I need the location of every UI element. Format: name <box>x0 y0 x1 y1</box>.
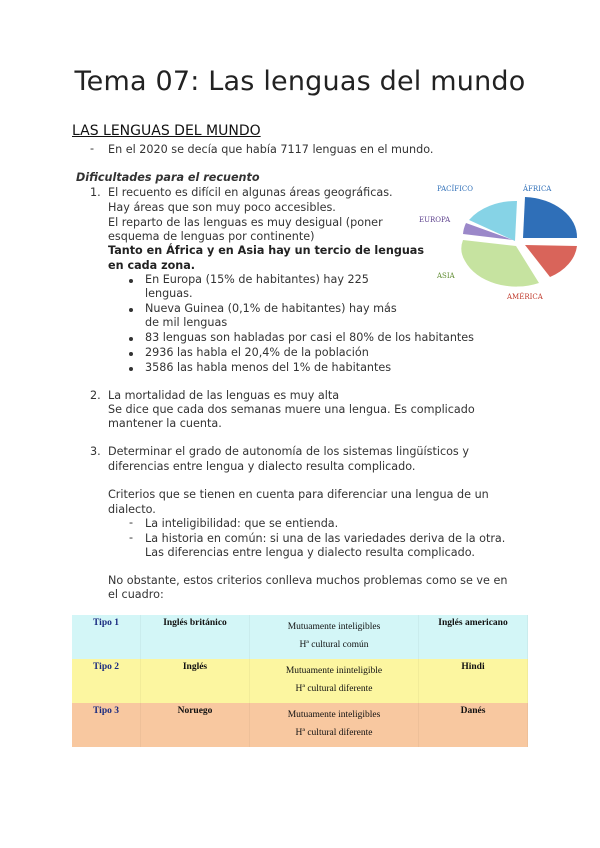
bullet-item: En Europa (15% de habitantes) hay 225 <box>145 273 369 286</box>
table-cell-tipo: Tipo 1 <box>72 615 141 659</box>
item3-line: Criterios que se tienen en cuenta para diferenciar una lengua de un <box>108 488 489 501</box>
section-heading: LAS LENGUAS DEL MUNDO <box>72 123 261 139</box>
list-number: 2. <box>90 389 101 402</box>
intro-bullet: En el 2020 se decía que había 7117 lenguas en el mundo. <box>108 143 434 156</box>
item3-line: el cuadro: <box>108 588 164 601</box>
relation-intelligibility: Mutuamente inteligibles <box>287 710 381 720</box>
item1-bold-line: Tanto en África y en Asia hay un tercio de lenguas <box>108 244 425 257</box>
bullet-item: 83 lenguas son habladas por casi el 80% de los habitantes <box>145 331 475 344</box>
criteria-item: La inteligibilidad: que se entienda. <box>145 517 339 530</box>
bullet-item: 3586 las habla menos del 1% de habitantes <box>145 361 392 374</box>
criteria-item: Las diferencias entre lengua y dialecto resulta complicado. <box>145 546 475 559</box>
relation-intelligibility: Mutuamente ininteligible <box>285 666 383 676</box>
table-cell-lang-a: Inglés <box>141 659 250 703</box>
relation-history: Hª cultural diferente <box>295 684 373 694</box>
item3-line: Determinar el grado de autonomía de los sistemas lingüísticos y <box>108 445 469 458</box>
bullet-item: de mil lenguas <box>145 316 228 329</box>
table-cell-lang-b: Inglés americano <box>419 615 528 659</box>
bullet-dot <box>129 279 133 283</box>
relation-history: Hª cultural diferente <box>295 728 373 738</box>
list-number: 3. <box>90 445 101 458</box>
pie-label-america: AMÉRICA <box>507 293 543 301</box>
table-row <box>72 703 528 747</box>
pie-label-asia: ASIA <box>437 272 455 280</box>
table-cell-lang-a: Inglés británico <box>141 615 250 659</box>
pie-label-europa: EUROPA <box>419 216 451 224</box>
bullet-dot <box>129 352 133 356</box>
item3-line: dialecto. <box>108 503 156 516</box>
pie-slice-america <box>525 245 577 277</box>
relation-intelligibility: Mutuamente inteligibles <box>287 622 381 632</box>
criteria-item: La historia en común: si una de las variedades deriva de la otra. <box>145 532 506 545</box>
relation-history: Hª cultural común <box>299 640 369 650</box>
dash-marker: - <box>129 531 134 544</box>
table-cell-relation <box>250 703 419 747</box>
bullet-item: Nueva Guinea (0,1% de habitantes) hay más <box>145 302 397 315</box>
page-title: Tema 07: Las lenguas del mundo <box>74 66 526 97</box>
bullet-dot <box>129 308 133 312</box>
item1-line: El reparto de las lenguas es muy desigual (poner <box>108 216 383 229</box>
item3-line: diferencias entre lengua y dialecto resulta complicado. <box>108 460 416 473</box>
item2-line: mantener la cuenta. <box>108 417 222 430</box>
list-number: 1. <box>90 186 101 199</box>
item2-line: Se dice que cada dos semanas muere una lengua. Es complicado <box>108 403 475 416</box>
subsection-title: Dificultades para el recuento <box>76 171 260 184</box>
table-row <box>72 659 528 703</box>
pie-label-pacifico: PACÍFICO <box>437 185 473 193</box>
bullet-dot <box>129 337 133 341</box>
continent-pie-figure <box>419 178 600 308</box>
bullet-item: 2936 las habla el 20,4% de la población <box>145 346 369 359</box>
item2-line: La mortalidad de las lenguas es muy alta <box>108 389 340 402</box>
table-cell-tipo: Tipo 3 <box>72 703 141 747</box>
item1-line: esquema de lenguas por continente) <box>108 230 315 243</box>
table-row <box>72 615 528 659</box>
bullet-dot <box>129 367 133 371</box>
bullet-item: lenguas. <box>145 287 193 300</box>
item1-bold-line: en cada zona. <box>108 259 196 272</box>
table-cell-tipo: Tipo 2 <box>72 659 141 703</box>
table-cell-relation <box>250 659 419 703</box>
table-cell-lang-b: Danés <box>419 703 528 747</box>
item1-line: El recuento es difícil en algunas áreas geográficas. <box>108 186 393 199</box>
pie-label-africa: ÁFRICA <box>523 185 552 193</box>
item1-line: Hay áreas que son muy poco accesibles. <box>108 201 336 214</box>
dash-marker: - <box>129 516 134 529</box>
dash-marker: - <box>90 142 95 155</box>
item3-line: No obstante, estos criterios conlleva muchos problemas como se ve en <box>108 574 508 587</box>
language-comparison-table <box>72 615 528 747</box>
table-cell-lang-a: Noruego <box>141 703 250 747</box>
table-cell-relation <box>250 615 419 659</box>
table-cell-lang-b: Hindi <box>419 659 528 703</box>
pie-slice-africa <box>523 197 577 238</box>
